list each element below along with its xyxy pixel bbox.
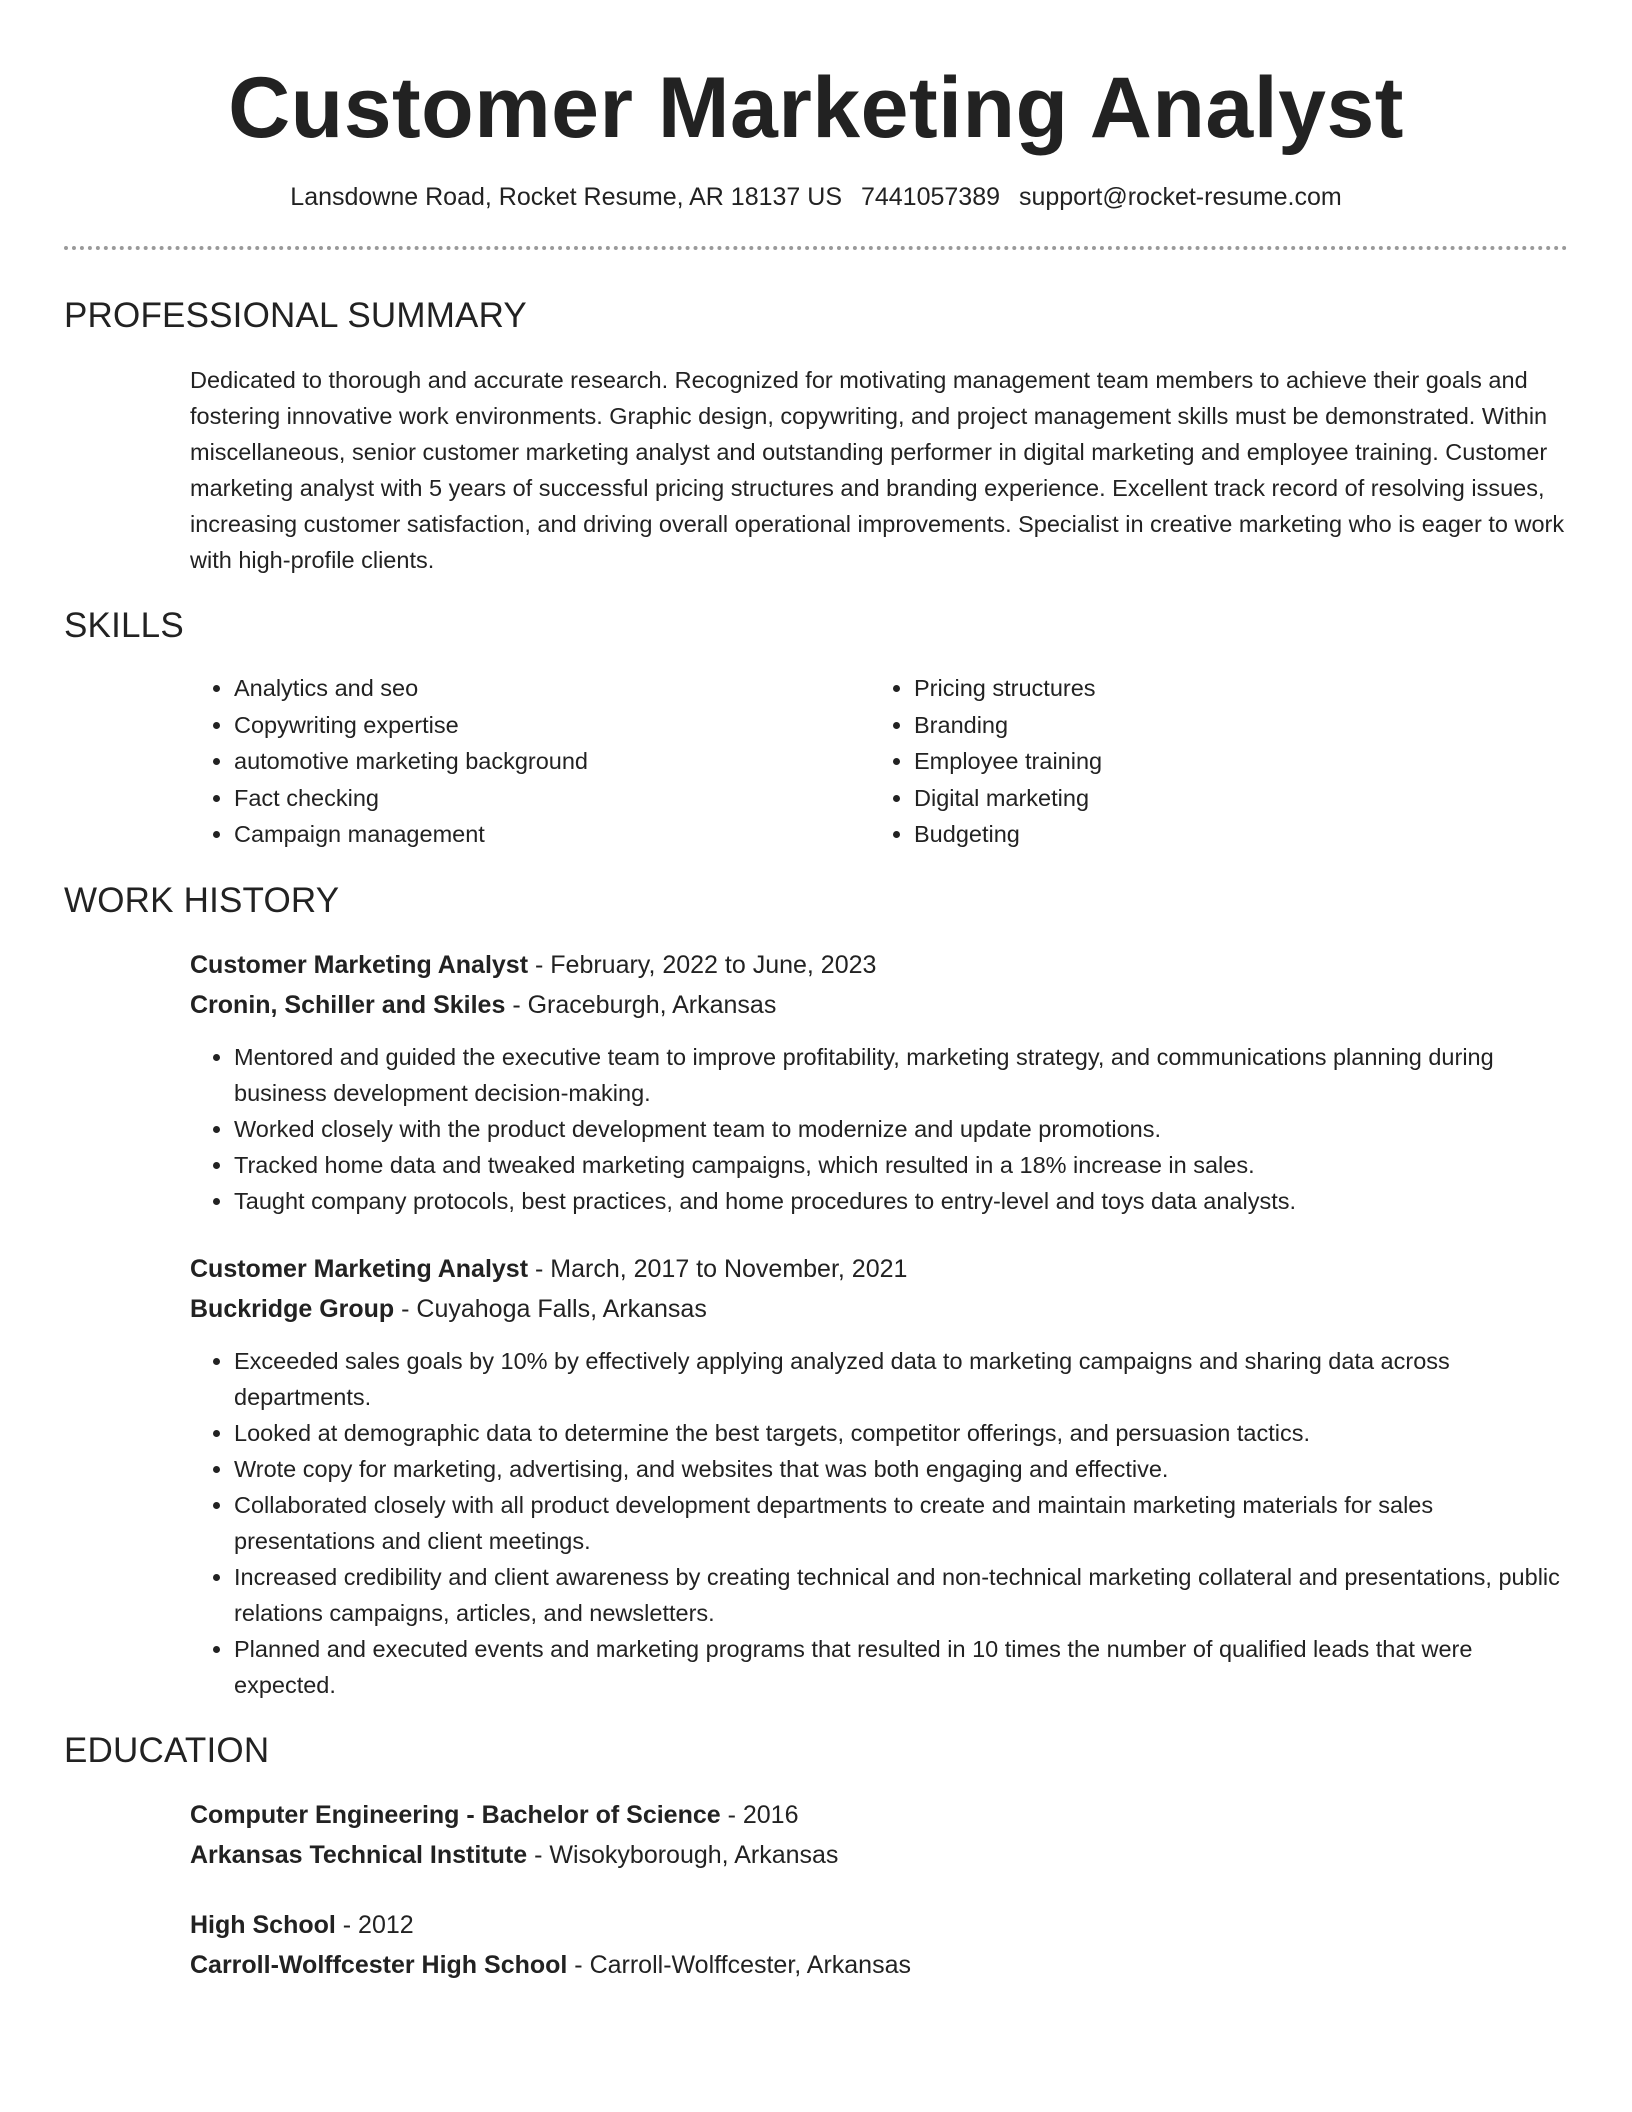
job-bullets <box>190 1343 1568 1703</box>
contact-address: Lansdowne Road, Rocket Resume, AR 18137 US <box>290 183 843 211</box>
job-company: Buckridge Group <box>190 1294 395 1323</box>
education-degree: High School <box>190 1910 336 1939</box>
job-title-line <box>190 1249 1568 1289</box>
job-bullet: • Exceeded sales goals by 10% by effectively applying analyzed data to marketing campaigns and sharing data across departments. <box>234 1343 1568 1415</box>
education-school-line <box>190 1945 1568 1985</box>
education-school-line <box>190 1835 1568 1875</box>
skill-item: • Employee training <box>914 743 1102 780</box>
education-entry <box>190 1905 1568 1985</box>
work-section <box>64 879 1568 1703</box>
job-entry <box>190 945 1568 1219</box>
header-divider <box>64 246 1568 250</box>
education-year: - 2012 <box>335 1910 414 1939</box>
job-bullet: • Wrote copy for marketing, advertising, and websites that was both engaging and effective. <box>234 1451 1568 1487</box>
skills-column-left <box>190 670 870 853</box>
skill-item: • Fact checking <box>234 780 870 817</box>
skill-item: • Branding <box>914 707 1102 744</box>
education-year: - 2016 <box>720 1800 799 1829</box>
education-location: - Carroll-Wolffcester, Arkansas <box>567 1950 911 1979</box>
job-location: - Cuyahoga Falls, Arkansas <box>394 1294 707 1323</box>
job-role: Customer Marketing Analyst <box>190 950 529 979</box>
skills-section <box>64 604 1568 853</box>
job-dates: - March, 2017 to November, 2021 <box>528 1254 908 1283</box>
resume-title: Customer Marketing Analyst <box>228 60 1404 156</box>
education-entry <box>190 1795 1568 1875</box>
job-role: Customer Marketing Analyst <box>190 1254 529 1283</box>
skills-column-right <box>870 670 1102 853</box>
skills-heading: SKILLS <box>64 606 184 645</box>
skills-list <box>190 670 1568 853</box>
skill-item: • automotive marketing background <box>234 743 870 780</box>
resume-page <box>64 0 1568 1985</box>
contact-phone: 7441057389 <box>860 183 1001 211</box>
job-company-line <box>190 1289 1568 1329</box>
skill-item: • Copywriting expertise <box>234 707 870 744</box>
job-title-line <box>190 945 1568 985</box>
education-degree-line <box>190 1795 1568 1835</box>
job-company: Cronin, Schiller and Skiles <box>190 990 506 1019</box>
job-bullet: • Tracked home data and tweaked marketing campaigns, which resulted in a 18% increase in sales. <box>234 1147 1568 1183</box>
education-section <box>64 1729 1568 1985</box>
education-degree: Computer Engineering - Bachelor of Science <box>190 1800 721 1829</box>
contact-email: support@rocket-resume.com <box>1018 183 1342 211</box>
job-location: - Graceburgh, Arkansas <box>505 990 777 1019</box>
summary-section <box>64 294 1568 578</box>
job-bullet: • Worked closely with the product development team to modernize and update promotions. <box>234 1111 1568 1147</box>
job-bullets <box>190 1039 1568 1219</box>
job-bullet: • Planned and executed events and marketing programs that resulted in 10 times the number of qualified leads that were expected. <box>234 1631 1568 1703</box>
work-heading: WORK HISTORY <box>64 880 340 920</box>
education-location: - Wisokyborough, Arkansas <box>527 1840 839 1869</box>
job-company-line <box>190 985 1568 1025</box>
summary-heading: PROFESSIONAL SUMMARY <box>64 296 527 335</box>
job-dates: - February, 2022 to June, 2023 <box>528 950 877 979</box>
contact-line <box>64 180 1568 214</box>
education-heading: EDUCATION <box>64 1730 270 1770</box>
education-degree-line <box>190 1905 1568 1945</box>
skill-item: • Analytics and seo <box>234 670 870 707</box>
skill-item: • Campaign management <box>234 816 870 853</box>
job-bullet: • Taught company protocols, best practices, and home procedures to entry-level and toys data analysts. <box>234 1183 1568 1219</box>
job-bullet: • Collaborated closely with all product development departments to create and maintain marketing materials for sales presentations and client meetings. <box>234 1487 1568 1559</box>
job-bullet: • Mentored and guided the executive team to improve profitability, marketing strategy, and communications planning during business development decision-making. <box>234 1039 1568 1111</box>
education-school: Carroll-Wolffcester High School <box>190 1950 568 1979</box>
skill-item: • Digital marketing <box>914 780 1102 817</box>
education-school: Arkansas Technical Institute <box>190 1840 528 1869</box>
job-bullet: • Increased credibility and client awareness by creating technical and non-technical marketing collateral and presentations, public relations campaigns, articles, and newsletters. <box>234 1559 1568 1631</box>
job-bullet: • Looked at demographic data to determine the best targets, competitor offerings, and persuasion tactics. <box>234 1415 1568 1451</box>
skill-item: • Pricing structures <box>914 670 1102 707</box>
job-entry <box>190 1249 1568 1703</box>
summary-text: Dedicated to thorough and accurate research. Recognized for motivating management team members to achieve their goals and fostering innovative work environments. Graphic design, copywriting, and project management skills must be demonstrated. Within miscellaneous, senior customer marketing analyst and outstanding performer in digital marketing and employee training. Customer marketing analyst with 5 years of successful pricing structures and branding experience. Excellent track record of resolving issues, increasing customer satisfaction, and driving overall operational improvements. Specialist in creative marketing who is eager to work with high-profile clients. <box>190 367 1565 573</box>
skill-item: • Budgeting <box>914 816 1102 853</box>
